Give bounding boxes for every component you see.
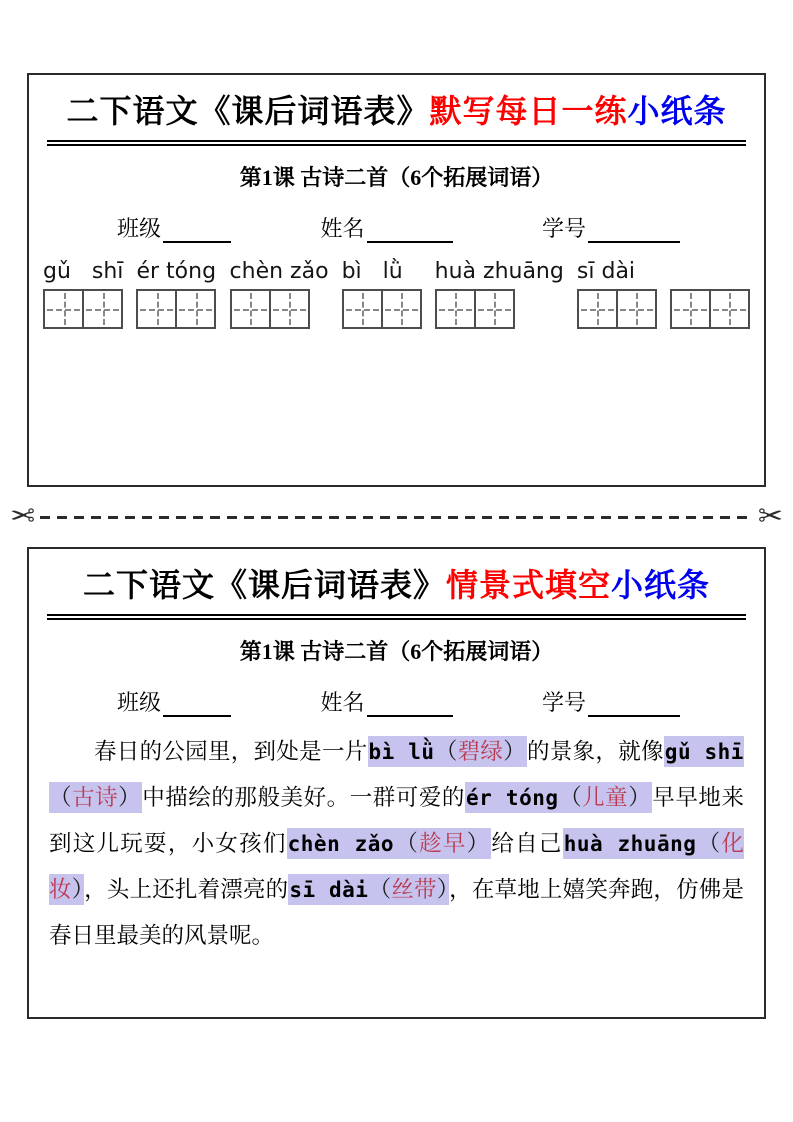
highlighted-word-blank xyxy=(287,828,492,859)
writing-grid-cell xyxy=(138,291,175,327)
lesson-heading: 第1课 古诗二首（6个拓展词语） xyxy=(239,164,554,190)
pinyin-label: chèn zǎo xyxy=(229,258,329,284)
writing-grid-cell xyxy=(175,291,214,327)
student-number-field xyxy=(542,212,680,243)
class-field-blank xyxy=(163,712,231,717)
story-text: 给自己 xyxy=(491,830,563,856)
writing-grid-cell xyxy=(437,291,474,327)
writing-grid xyxy=(435,289,515,329)
writing-grid-cell xyxy=(579,291,616,327)
title-black-text: 二下语文《课后词语表》 xyxy=(82,567,446,603)
dictation-slip-title xyxy=(47,91,746,146)
name-field xyxy=(320,212,452,243)
title-red-text: 默写每日一练 xyxy=(429,93,628,129)
pinyin-label xyxy=(670,255,750,289)
highlighted-word-blank xyxy=(368,736,528,767)
story-text: ，头上还扎着漂亮的 xyxy=(84,876,289,902)
answer-word: 碧绿 xyxy=(457,738,504,764)
pinyin-prompt: gǔ shī xyxy=(664,739,744,764)
story-text: 早早地来到这儿玩耍，小女孩们 xyxy=(49,784,744,856)
answer-word: 化妆 xyxy=(49,830,744,902)
pinyin-label: ér tóng xyxy=(136,258,217,284)
scissors-icon: ✂ xyxy=(10,499,36,534)
writing-grid-cell xyxy=(709,291,748,327)
answer-word: 古诗 xyxy=(72,784,119,810)
word-group xyxy=(670,255,750,329)
open-paren: （ xyxy=(368,876,392,902)
answer-word: 趁早 xyxy=(419,830,467,856)
close-paren: ） xyxy=(118,784,142,810)
class-field-blank xyxy=(163,238,231,243)
writing-grid-cell xyxy=(269,291,308,327)
writing-grid xyxy=(577,289,657,329)
name-field-label: 姓名 xyxy=(320,689,365,715)
student-number-field xyxy=(542,686,680,717)
word-group xyxy=(577,255,657,329)
writing-grid-cell xyxy=(381,291,420,327)
student-number-field-label: 学号 xyxy=(541,215,586,241)
close-paren: ） xyxy=(628,784,652,810)
close-paren: ） xyxy=(503,738,527,764)
word-group xyxy=(435,255,564,329)
dictation-slip xyxy=(27,73,766,487)
fill-in-slip xyxy=(27,547,766,1019)
close-paren: ） xyxy=(436,876,449,902)
writing-grid xyxy=(670,289,750,329)
writing-grid-cell xyxy=(474,291,513,327)
name-field-label: 姓名 xyxy=(320,215,365,241)
student-number-field-blank xyxy=(588,712,680,717)
class-field-label: 班级 xyxy=(117,689,162,715)
writing-grid-cell xyxy=(672,291,709,327)
writing-grid xyxy=(43,289,123,329)
open-paren: （ xyxy=(394,830,420,856)
close-paren: ） xyxy=(71,876,84,902)
open-paren: （ xyxy=(49,784,73,810)
word-grid-row xyxy=(41,255,752,329)
class-field xyxy=(117,212,231,243)
writing-grid-cell xyxy=(344,291,381,327)
cut-line xyxy=(10,500,783,534)
story-text: 春日的公园里，到处是一片 xyxy=(94,738,368,764)
open-paren: （ xyxy=(558,784,583,810)
pinyin-prompt: chèn zǎo xyxy=(287,831,395,856)
answer-word: 丝带 xyxy=(391,876,437,902)
pinyin-prompt: bì lǜ xyxy=(368,739,435,764)
student-number-field-label: 学号 xyxy=(541,689,586,715)
writing-grid xyxy=(342,289,422,329)
title-blue-text: 小纸条 xyxy=(627,93,727,129)
word-group xyxy=(230,255,329,329)
title-red-text: 情景式填空 xyxy=(445,567,611,603)
writing-grid-cell xyxy=(45,291,82,327)
class-field-label: 班级 xyxy=(117,215,162,241)
open-paren: （ xyxy=(696,830,722,856)
name-field-blank xyxy=(367,238,453,243)
fill-in-slip-title xyxy=(47,565,746,620)
writing-grid-cell xyxy=(616,291,655,327)
story-text: 中描绘的那般美好。一群可爱的 xyxy=(142,784,465,810)
answer-word: 儿童 xyxy=(582,784,629,810)
writing-grid xyxy=(136,289,216,329)
word-group xyxy=(342,255,422,329)
story-text: ，在草地上嬉笑奔跑，仿佛是春日里最美的风景呢。 xyxy=(49,876,744,948)
student-number-field-blank xyxy=(588,238,680,243)
pinyin-prompt: ér tóng xyxy=(465,785,559,810)
highlighted-word-blank xyxy=(288,874,449,905)
scissors-icon: ✂ xyxy=(757,499,783,534)
highlighted-word-blank xyxy=(465,782,652,813)
title-black-text: 二下语文《课后词语表》 xyxy=(66,93,430,129)
story-paragraph xyxy=(49,729,744,958)
word-group xyxy=(43,255,123,329)
name-field-blank xyxy=(367,712,453,717)
pinyin-label: sī dài xyxy=(576,258,636,284)
close-paren: ） xyxy=(466,830,491,856)
pinyin-label: bì lǜ xyxy=(341,258,403,284)
open-paren: （ xyxy=(434,738,458,764)
pinyin-label: gǔ shī xyxy=(43,258,124,284)
dashed-cut-rule xyxy=(40,516,753,519)
writing-grid-cell xyxy=(82,291,121,327)
writing-grid xyxy=(230,289,310,329)
word-group xyxy=(136,255,216,329)
writing-grid-cell xyxy=(232,291,269,327)
lesson-heading: 第1课 古诗二首（6个拓展词语） xyxy=(239,638,554,664)
name-field xyxy=(320,686,452,717)
student-info-row xyxy=(117,686,680,717)
student-info-row xyxy=(117,212,680,243)
story-text: 的景象，就像 xyxy=(527,738,664,764)
title-blue-text: 小纸条 xyxy=(611,567,711,603)
pinyin-prompt: sī dài xyxy=(289,877,369,902)
class-field xyxy=(117,686,231,717)
pinyin-label: huà zhuāng xyxy=(434,258,564,284)
pinyin-prompt: huà zhuāng xyxy=(563,831,697,856)
